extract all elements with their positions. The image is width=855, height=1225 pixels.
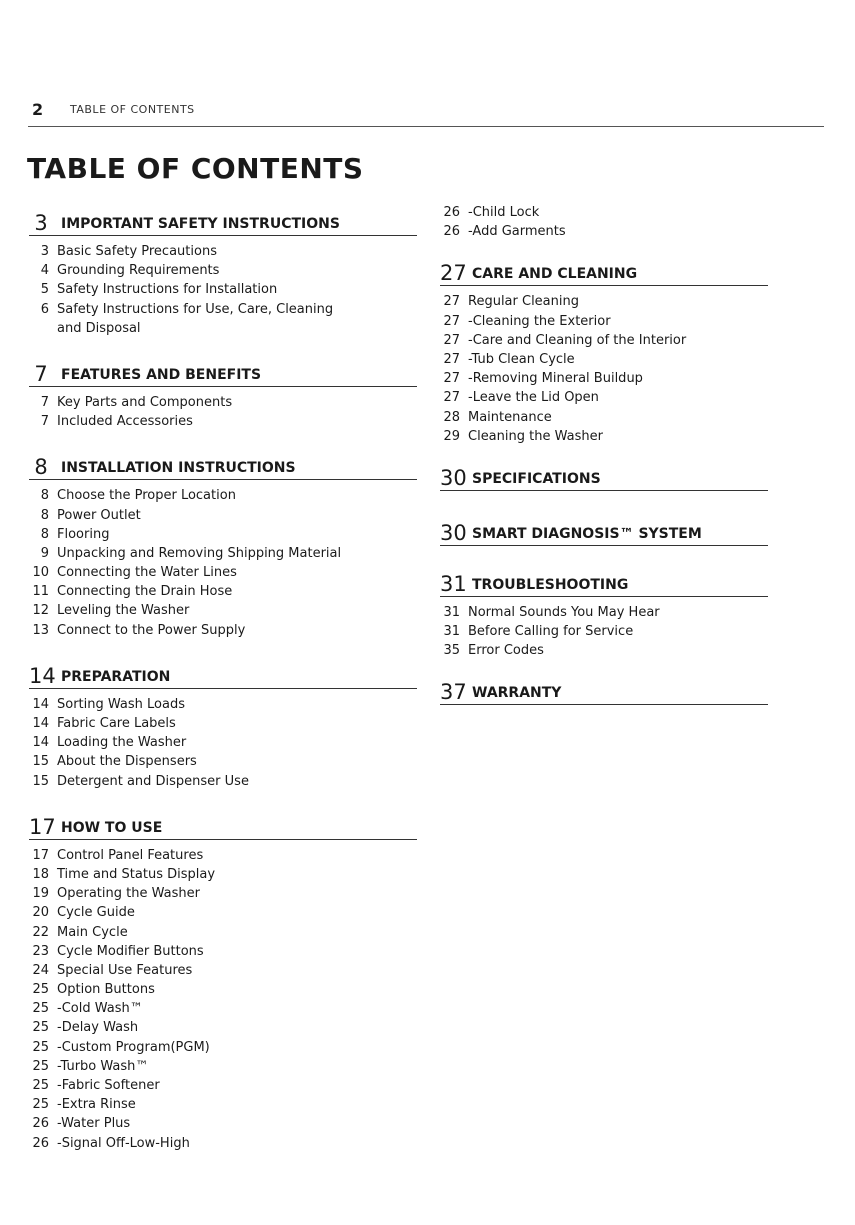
toc-entry-label: Fabric Care Labels xyxy=(57,716,176,731)
toc-section-page: 30 xyxy=(440,465,467,490)
running-title: TABLE OF CONTENTS xyxy=(70,103,195,116)
toc-entry-page: 5 xyxy=(40,282,49,298)
toc-entry[interactable] xyxy=(29,486,417,505)
toc-entry[interactable] xyxy=(440,222,768,241)
toc-right-column xyxy=(440,203,768,711)
toc-entry-page: 25 xyxy=(32,1039,49,1055)
toc-entry[interactable] xyxy=(29,1038,417,1057)
toc-section-title: WARRANTY xyxy=(472,685,562,702)
toc-entry-label: Safety Instructions for Use, Care, Cleaning xyxy=(57,301,334,317)
toc-entry-page: 27 xyxy=(443,371,460,387)
toc-entry[interactable] xyxy=(29,980,417,999)
toc-section xyxy=(29,453,417,640)
toc-entry-label: Error Codes xyxy=(468,643,544,659)
toc-entry-label: -Care and Cleaning of the Interior xyxy=(468,332,687,348)
toc-entry[interactable] xyxy=(29,772,417,791)
toc-entry-page: 8 xyxy=(40,526,49,542)
toc-entry[interactable] xyxy=(29,733,417,752)
toc-section xyxy=(440,464,768,491)
toc-entry[interactable] xyxy=(440,603,768,622)
toc-entry-page: 31 xyxy=(443,604,460,620)
toc-entry-page: 19 xyxy=(32,886,49,902)
toc-entry[interactable] xyxy=(440,427,768,446)
toc-entry[interactable] xyxy=(29,242,417,261)
toc-entry[interactable] xyxy=(440,331,768,350)
toc-entry-page: 3 xyxy=(40,244,49,259)
toc-section-page: 30 xyxy=(440,520,467,545)
toc-entry-list xyxy=(29,486,417,640)
toc-entry[interactable] xyxy=(440,350,768,369)
page-number: 2 xyxy=(32,100,44,119)
toc-entry-label: Connect to the Power Supply xyxy=(57,622,246,638)
toc-section-heading[interactable] xyxy=(29,662,417,689)
toc-entry-label: -Extra Rinse xyxy=(57,1097,136,1113)
toc-section-heading[interactable] xyxy=(29,813,417,840)
toc-entry-label: -Tub Clean Cycle xyxy=(468,351,575,367)
toc-entry-page: 25 xyxy=(32,982,49,998)
toc-entry-label: Loading the Washer xyxy=(57,735,187,751)
toc-entry-page: 26 xyxy=(32,1135,49,1151)
toc-entry-label: -Delay Wash xyxy=(57,1020,139,1036)
toc-entry-page: 11 xyxy=(32,584,49,600)
toc-entry-label: Normal Sounds You May Hear xyxy=(468,604,660,620)
toc-entry-page: 26 xyxy=(443,205,460,220)
toc-entry[interactable] xyxy=(29,261,417,280)
toc-section-page: 17 xyxy=(29,814,56,839)
toc-entry-list xyxy=(440,292,768,446)
toc-entry-label: Regular Cleaning xyxy=(468,294,579,310)
toc-entry-page: 6 xyxy=(40,301,49,317)
toc-entry[interactable] xyxy=(29,412,417,431)
toc-entry-page: 25 xyxy=(32,1078,49,1093)
toc-entry-label: Grounding Requirements xyxy=(57,263,220,279)
toc-entry-label: Included Accessories xyxy=(57,414,193,430)
toc-entry[interactable] xyxy=(29,1134,417,1153)
toc-section xyxy=(29,813,417,1153)
toc-entry[interactable] xyxy=(29,923,417,942)
toc-entry-page: 8 xyxy=(40,507,49,523)
toc-section-heading[interactable] xyxy=(29,360,417,387)
toc-entry-page: 27 xyxy=(443,351,460,367)
toc-entry-page: 25 xyxy=(32,1097,49,1113)
toc-entry[interactable] xyxy=(440,408,768,427)
toc-entry-page: 14 xyxy=(32,735,49,751)
toc-entry[interactable] xyxy=(29,846,417,865)
toc-entry-label: Special Use Features xyxy=(57,962,193,978)
toc-entry-page: 25 xyxy=(32,1058,49,1074)
toc-entry[interactable] xyxy=(29,563,417,582)
toc-entry-label: Flooring xyxy=(57,526,110,542)
toc-entry-label: -Custom Program(PGM) xyxy=(57,1039,210,1055)
toc-section xyxy=(29,360,417,431)
toc-entry[interactable] xyxy=(29,1114,417,1133)
toc-entry-page: 26 xyxy=(443,224,460,240)
toc-entry[interactable] xyxy=(29,752,417,771)
toc-entry-label: Time and Status Display xyxy=(57,866,216,882)
toc-section-heading[interactable] xyxy=(440,678,768,705)
toc-section-title: HOW TO USE xyxy=(61,819,163,836)
toc-entry-list xyxy=(440,603,768,661)
toc-entry-page: 29 xyxy=(443,428,460,444)
toc-section-title: FEATURES AND BENEFITS xyxy=(61,366,262,383)
toc-continued-list xyxy=(440,203,768,241)
toc-entry-page: 12 xyxy=(32,603,49,619)
toc-entry-page: 13 xyxy=(32,622,49,638)
toc-section-page: 27 xyxy=(440,261,467,286)
toc-entry[interactable] xyxy=(29,621,417,640)
toc-entry[interactable] xyxy=(29,582,417,601)
toc-entry-label: -Cleaning the Exterior xyxy=(468,313,611,329)
toc-entry-page: 9 xyxy=(40,545,49,561)
toc-entry-page: 4 xyxy=(40,263,49,279)
toc-entry-page: 24 xyxy=(32,962,49,978)
toc-entry-page: 27 xyxy=(443,313,460,329)
toc-entry-label: Option Buttons xyxy=(57,982,155,998)
toc-entry-label: Cycle Guide xyxy=(57,905,135,921)
toc-entry-label: -Signal Off-Low-High xyxy=(57,1135,190,1151)
toc-entry-page: 7 xyxy=(40,414,49,430)
toc-entry-label: Unpacking and Removing Shipping Material xyxy=(57,545,342,561)
toc-entry-label: -Child Lock xyxy=(468,205,540,220)
toc-entry[interactable] xyxy=(29,942,417,961)
toc-entry-label: Leveling the Washer xyxy=(57,603,190,619)
toc-entry[interactable] xyxy=(29,1057,417,1076)
toc-section-page: 3 xyxy=(34,211,48,235)
page-title: TABLE OF CONTENTS xyxy=(27,152,364,185)
toc-entry-page: 18 xyxy=(32,866,49,882)
toc-section-heading[interactable] xyxy=(440,464,768,491)
toc-entry-page: 8 xyxy=(40,488,49,504)
toc-entry-label: -Add Garments xyxy=(468,224,566,240)
toc-entry-label: -Cold Wash™ xyxy=(57,1001,143,1017)
toc-entry[interactable] xyxy=(29,903,417,922)
toc-entry-page: 17 xyxy=(32,847,49,863)
toc-entry[interactable] xyxy=(440,312,768,331)
toc-entry-label: Power Outlet xyxy=(57,507,141,523)
toc-entry[interactable] xyxy=(29,319,417,338)
toc-entry[interactable] xyxy=(29,961,417,980)
toc-entry-label: Connecting the Water Lines xyxy=(57,565,237,581)
toc-entry[interactable] xyxy=(29,695,417,714)
toc-entry-list xyxy=(29,393,417,431)
toc-entry-label: Control Panel Features xyxy=(57,847,204,863)
toc-section-title: INSTALLATION INSTRUCTIONS xyxy=(61,460,296,477)
toc-entry-label: Cycle Modifier Buttons xyxy=(57,943,204,959)
toc-section-heading[interactable] xyxy=(29,209,417,236)
toc-entry-list xyxy=(29,695,417,791)
toc-entry-label: -Turbo Wash™ xyxy=(57,1058,149,1074)
toc-entry[interactable] xyxy=(440,203,768,222)
toc-section-page: 31 xyxy=(440,571,467,596)
toc-entry[interactable] xyxy=(440,641,768,660)
toc-section xyxy=(440,570,768,661)
toc-section-page: 8 xyxy=(34,455,48,480)
toc-entry-label: Before Calling for Service xyxy=(468,624,634,640)
toc-entry-page: 20 xyxy=(32,905,49,921)
toc-entry[interactable] xyxy=(440,292,768,311)
toc-section-title: CARE AND CLEANING xyxy=(472,266,638,283)
toc-entry-label: -Leave the Lid Open xyxy=(468,390,599,406)
toc-section-title: SMART DIAGNOSIS™ SYSTEM xyxy=(472,525,702,542)
toc-entry-list xyxy=(29,242,417,338)
toc-entry-label: and Disposal xyxy=(57,320,141,336)
toc-entry-page: 25 xyxy=(32,1020,49,1036)
toc-section xyxy=(440,259,768,446)
toc-section xyxy=(29,209,417,338)
toc-section-title: SPECIFICATIONS xyxy=(472,470,601,487)
toc-entry-label: Main Cycle xyxy=(57,924,128,940)
toc-entry[interactable] xyxy=(29,999,417,1018)
toc-entry-label: Operating the Washer xyxy=(57,886,200,902)
toc-section-page: 14 xyxy=(29,663,56,688)
toc-entry-label: About the Dispensers xyxy=(57,754,197,770)
toc-section-title: TROUBLESHOOTING xyxy=(472,576,629,593)
toc-entry[interactable] xyxy=(29,884,417,903)
toc-entry[interactable] xyxy=(29,300,417,319)
toc-entry-label: Choose the Proper Location xyxy=(57,488,236,504)
toc-entry[interactable] xyxy=(29,714,417,733)
toc-section-heading[interactable] xyxy=(29,453,417,480)
toc-entry-page: 28 xyxy=(443,409,460,425)
toc-entry[interactable] xyxy=(440,388,768,407)
toc-entry[interactable] xyxy=(29,601,417,620)
toc-entry-label: Cleaning the Washer xyxy=(468,428,603,444)
toc-section xyxy=(440,519,768,546)
toc-entry-page: 31 xyxy=(443,624,460,640)
toc-section-heading[interactable] xyxy=(440,519,768,546)
toc-entry[interactable] xyxy=(29,865,417,884)
toc-entry-page: 14 xyxy=(32,696,49,712)
toc-entry-page: 22 xyxy=(32,924,49,940)
toc-entry-page: 14 xyxy=(32,716,49,731)
toc-entry-page: 15 xyxy=(32,754,49,770)
toc-entry-page: 23 xyxy=(32,943,49,959)
toc-entry-page: 27 xyxy=(443,294,460,310)
toc-entry[interactable] xyxy=(29,1095,417,1114)
toc-entry[interactable] xyxy=(29,393,417,412)
toc-section-page: 37 xyxy=(440,680,467,705)
toc-entry-label: Basic Safety Precautions xyxy=(57,244,217,259)
toc-section-heading[interactable] xyxy=(440,570,768,597)
toc-section xyxy=(440,678,768,705)
toc-section-title: PREPARATION xyxy=(61,668,171,685)
toc-entry-label: Connecting the Drain Hose xyxy=(57,584,233,600)
toc-entry-page: 27 xyxy=(443,332,460,348)
toc-section xyxy=(29,662,417,791)
toc-section-title: IMPORTANT SAFETY INSTRUCTIONS xyxy=(61,216,340,232)
toc-entry[interactable] xyxy=(29,506,417,525)
toc-entry-page: 26 xyxy=(32,1116,49,1132)
toc-entry-label: Safety Instructions for Installation xyxy=(57,282,278,298)
toc-entry-list xyxy=(29,846,417,1153)
toc-entry-page: 27 xyxy=(443,390,460,406)
toc-entry-label: Sorting Wash Loads xyxy=(57,696,185,712)
toc-entry-label: -Water Plus xyxy=(57,1116,131,1132)
toc-entry[interactable] xyxy=(29,544,417,563)
toc-entry[interactable] xyxy=(29,1076,417,1095)
toc-entry-label: Key Parts and Components xyxy=(57,394,233,410)
toc-entry-page: 10 xyxy=(32,565,49,581)
toc-entry-label: Detergent and Dispenser Use xyxy=(57,773,249,789)
toc-entry-page: 35 xyxy=(443,643,460,659)
toc-entry-page: 7 xyxy=(40,394,49,410)
toc-entry[interactable] xyxy=(440,369,768,388)
toc-section-page: 7 xyxy=(34,361,48,386)
toc-entry[interactable] xyxy=(29,1018,417,1037)
toc-entry-page: 15 xyxy=(32,773,49,789)
page-header xyxy=(28,100,824,127)
toc-entry-page: 25 xyxy=(32,1001,49,1017)
toc-entry-label: -Fabric Softener xyxy=(57,1078,160,1093)
toc-entry[interactable] xyxy=(29,280,417,299)
toc-left-column xyxy=(29,209,417,1153)
toc-section-heading[interactable] xyxy=(440,259,768,286)
toc-entry[interactable] xyxy=(29,525,417,544)
toc-entry-label: Maintenance xyxy=(468,409,552,425)
toc-entry[interactable] xyxy=(440,622,768,641)
toc-entry-label: -Removing Mineral Buildup xyxy=(468,371,643,387)
